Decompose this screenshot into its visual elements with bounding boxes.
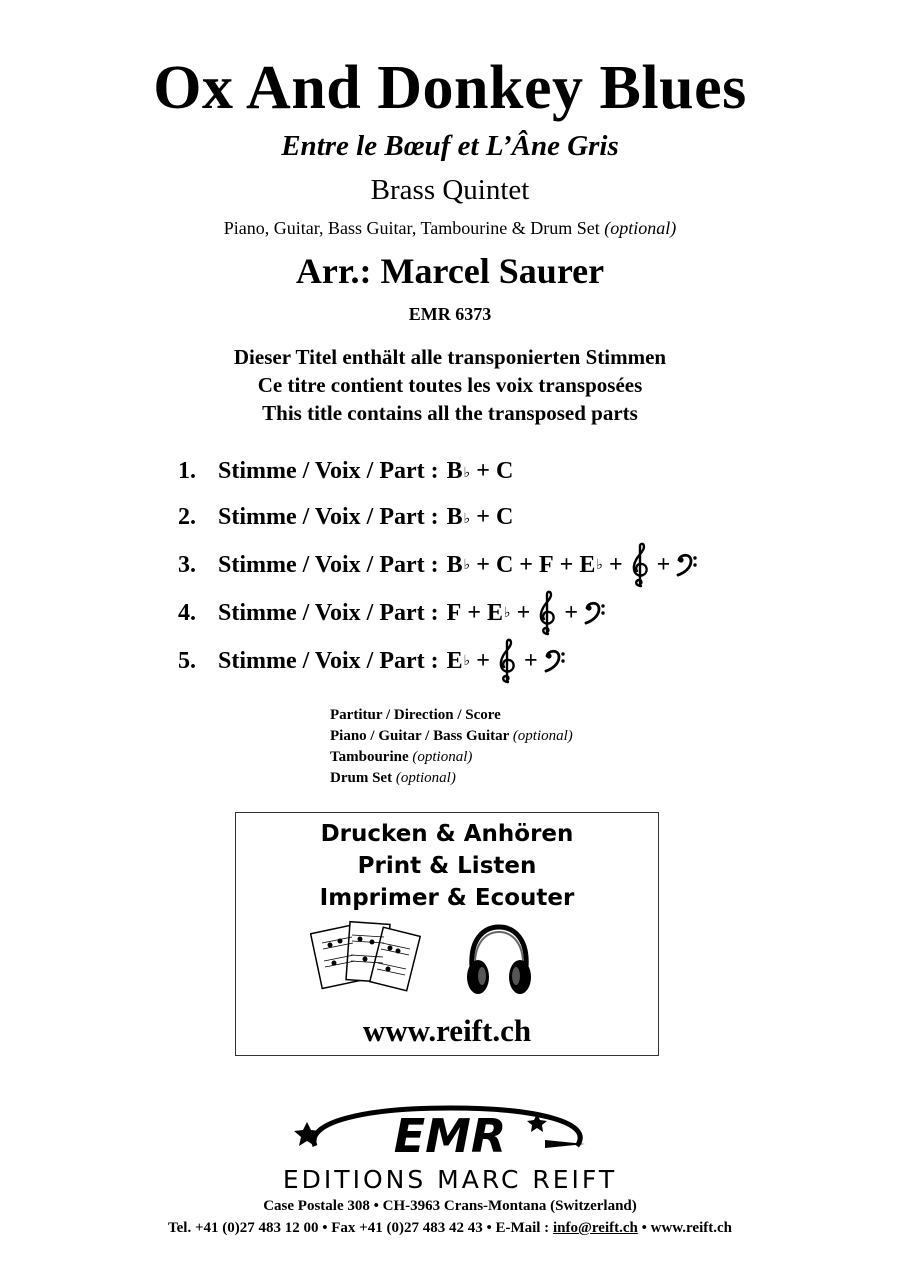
plus-sign: + [564,600,578,626]
part-label: Stimme / Voix / Part : [218,552,439,578]
part-number: 5. [178,648,196,674]
plus-sign: + [516,600,531,626]
part-number: 2. [178,504,196,531]
treble-clef-icon [629,542,651,588]
part-label: Stimme / Voix / Part : [218,600,439,626]
score-list-item [330,726,573,747]
key-f: F [446,600,462,626]
part-row [178,496,513,536]
plus-sign: + [608,552,623,578]
score-list-item [330,768,573,789]
catalog-number: EMR 6373 [408,304,492,324]
bass-clef-icon [544,648,566,674]
part-row [178,450,513,490]
score-item-label: Tambourine [330,749,409,765]
plus-sign: + [519,552,533,578]
headphones-icon [464,923,534,1004]
key-b: B [446,458,463,485]
treble-clef-icon [536,590,558,636]
flat-sign: ♭ [463,466,471,481]
flat-sign: ♭ [504,606,511,621]
key-b: B [446,504,463,531]
score-list-item [330,705,573,726]
score-item-label: Drum Set [330,770,393,786]
part-label: Stimme / Voix / Part : [218,648,439,674]
part-row [178,638,566,678]
flat-sign: ♭ [596,558,603,573]
key-c: C [495,552,514,578]
key-e: E [487,600,504,626]
transposition-note-fr: Ce titre contient toutes les voix transposées [257,373,643,397]
part-label: Stimme / Voix / Part : [218,458,439,485]
print-listen-line-fr: Imprimer & Ecouter [319,885,575,911]
bass-clef-icon [676,552,698,578]
part-label: Stimme / Voix / Part : [218,504,439,531]
ensemble: Brass Quintet [370,174,530,206]
part-number: 3. [178,552,196,578]
score-list-item [330,747,573,768]
plus-sign: + [476,552,490,578]
subtitle: Entre le Bœuf et L’Âne Gris [281,130,619,162]
key-e: E [446,648,463,674]
score-item-note: (optional) [512,728,573,744]
plus-sign: + [467,600,481,626]
arranger: Arr.: Marcel Saurer [295,251,605,291]
flat-sign: ♭ [463,512,471,527]
key-b: B [446,552,463,578]
treble-clef-icon [496,638,518,684]
logo-text: EMR [393,1109,507,1162]
emr-logo [245,1100,655,1167]
key-e: E [579,552,596,578]
flat-sign: ♭ [463,654,471,669]
transposition-note-en: This title contains all the transposed parts [262,401,638,425]
score-item-note: (optional) [395,770,456,786]
contact-phone-fax: Tel. +41 (0)27 483 12 00 • Fax +41 (0)27 483 42 43 • E-Mail : [168,1220,553,1236]
publisher-contact [0,1218,900,1238]
plus-sign: + [523,648,538,674]
print-listen-line-en: Print & Listen [357,853,537,879]
sheet-music-icon [310,919,422,1004]
plus-sign: + [476,648,490,674]
part-row [178,542,698,582]
contact-website: • www.reift.ch [637,1220,732,1236]
instruments-list: Piano, Guitar, Bass Guitar, Tambourine & Drum Set [223,218,600,238]
transposition-note-de: Dieser Titel enthält alle transponierten Stimmen [233,345,667,369]
bass-clef-icon [584,600,606,626]
plus-sign: + [656,552,671,578]
optional-instruments [0,216,900,240]
print-listen-line-de: Drucken & Anhören [320,821,574,847]
part-number: 1. [178,458,196,485]
plus-sign: + [476,458,490,485]
instruments-optional-note: (optional) [604,218,677,238]
publisher-name: EDITIONS MARC REIFT [282,1165,618,1194]
score-item-label: Piano / Guitar / Bass Guitar [330,728,510,744]
flat-sign: ♭ [463,558,471,573]
key-c: C [495,458,514,485]
score-item-note: (optional) [412,749,473,765]
print-listen-box [235,812,659,1056]
plus-sign: + [476,504,490,531]
score-list [330,705,573,789]
plus-sign: + [559,552,574,578]
website-link[interactable]: www.reift.ch [362,1013,532,1048]
part-row [178,590,606,630]
score-item-label: Partitur / Direction / Score [330,707,501,723]
page-title: Ox And Donkey Blues [153,54,747,122]
publisher-address: Case Postale 308 • CH-3963 Crans-Montana (Switzerland) [263,1198,637,1214]
key-c: C [495,504,514,531]
key-f: F [538,552,554,578]
email-link[interactable]: info@reift.ch [552,1220,638,1236]
part-number: 4. [178,600,196,626]
